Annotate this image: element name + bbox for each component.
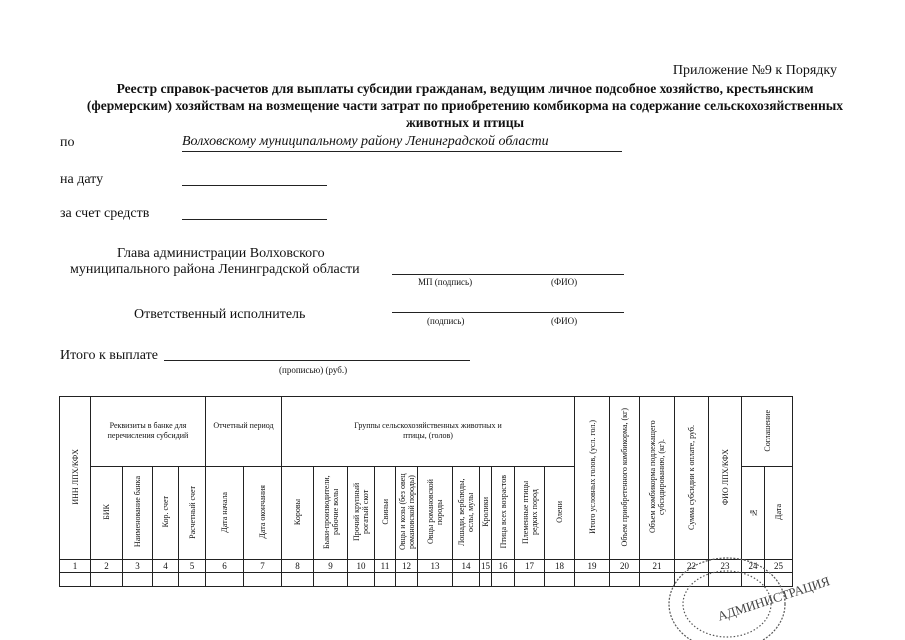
- table-cell: [244, 573, 282, 587]
- table-cell: [123, 573, 153, 587]
- column-number: 10: [348, 560, 375, 573]
- column-number: 5: [179, 560, 206, 573]
- col-header-feed-volume: Объем приобретенного комбикорма, (кг): [610, 397, 640, 560]
- col-header-fio: ФИО ЛПХ/КФХ: [709, 397, 742, 560]
- col-group-period: Отчетный период: [206, 397, 282, 467]
- col-header-agreement-date: Дата: [765, 467, 793, 560]
- executor-signature-line: [392, 312, 624, 313]
- column-number: 11: [375, 560, 396, 573]
- funds-label: за счет средств: [60, 206, 150, 221]
- executor-label: Ответственный исполнитель: [134, 307, 306, 322]
- table-cell: [418, 573, 453, 587]
- column-number: 4: [153, 560, 179, 573]
- appendix-label: Приложение №9 к Порядку: [672, 63, 837, 78]
- column-number: 7: [244, 560, 282, 573]
- funds-field-line: [182, 219, 327, 220]
- col-header-cows: Коровы: [282, 467, 314, 560]
- col-header-bank-name: Наименование банка: [123, 467, 153, 560]
- column-number: 1: [60, 560, 91, 573]
- column-number: 22: [675, 560, 709, 573]
- column-number: 16: [492, 560, 515, 573]
- head-signature-line: [392, 274, 624, 275]
- column-number: 15: [481, 561, 490, 571]
- col-header-corr-account: Кор. счет: [153, 467, 179, 560]
- column-number: 3: [123, 560, 153, 573]
- col-header-bik: БИК: [91, 467, 123, 560]
- district-underline: [182, 151, 622, 152]
- col-header-agreement-no: №: [742, 467, 765, 560]
- seal-text: АДМИНИСТРАЦИЯ: [715, 573, 832, 624]
- col-header-settlement-account: Расчетный счет: [179, 467, 206, 560]
- head-fio-caption: (ФИО): [551, 277, 578, 287]
- column-number: 14: [453, 560, 480, 573]
- table-cell: [396, 573, 418, 587]
- column-number: 17: [515, 560, 545, 573]
- table-cell: [179, 573, 206, 587]
- document-title: Реестр справок-расчетов для выплаты субсидии гражданам, ведущим личное подсобное хозяйство, крестьянским (фермерским) хозяйствам на возмещение части затрат по приобретению комбикорма на содержание сельскохозяйственных животных и птицы: [86, 81, 844, 130]
- table-cell: [282, 573, 314, 587]
- col-header-poultry: Птица всех возрастов: [492, 467, 515, 560]
- col-header-bulls: Быки-производители, рабочие волы: [314, 467, 348, 560]
- table-cell: [480, 573, 492, 587]
- col-header-romanov-sheep: Овцы романовской породы: [418, 467, 453, 560]
- column-number: 21: [640, 560, 675, 573]
- table-cell: [375, 573, 396, 587]
- col-group-agreement: Соглашение: [742, 397, 793, 467]
- table-cell: [91, 573, 123, 587]
- head-label-line1: Глава администрации Волховского: [117, 246, 325, 261]
- col-header-rare-poultry: Племенные птицы редких пород: [515, 467, 545, 560]
- district-value: Волховскому муниципальному району Ленинградской области: [182, 134, 549, 149]
- column-number: 18: [545, 560, 575, 573]
- table-cell: [60, 573, 91, 587]
- table-cell: [206, 573, 244, 587]
- table-cell: [153, 573, 179, 587]
- column-number: 23: [709, 560, 742, 573]
- total-label: Итого к выплате: [60, 348, 158, 363]
- col-header-subsidy-sum: Сумма субсидии к оплате, руб.: [675, 397, 709, 560]
- col-header-horses: Лошади, верблюды, ослы, мулы: [453, 467, 480, 560]
- col-header-other-cattle: Прочий крупный рогатый скот: [348, 467, 375, 560]
- col-header-pigs: Свиньи: [375, 467, 396, 560]
- col-group-bank: Реквизиты в банке для перечисления субсидий: [91, 397, 206, 467]
- col-header-rabbits: Кролики: [480, 467, 492, 560]
- table-cell: [575, 573, 610, 587]
- column-number: 20: [610, 560, 640, 573]
- head-label-line2: муниципального района Ленинградской области: [70, 262, 360, 277]
- col-header-deer: Олени: [545, 467, 575, 560]
- total-caption: (прописью) (руб.): [279, 365, 348, 375]
- date-field-line: [182, 185, 327, 186]
- column-number: 2: [91, 560, 123, 573]
- column-number: 19: [575, 560, 610, 573]
- column-number: 8: [282, 560, 314, 573]
- column-number: 12: [396, 560, 418, 573]
- table-cell: [515, 573, 545, 587]
- po-label: по: [60, 135, 75, 150]
- executor-fio-caption: (ФИО): [551, 316, 578, 326]
- col-header-sheep-goats: Овцы и козы (без овец романовской породы): [396, 467, 418, 560]
- column-number: 13: [418, 560, 453, 573]
- total-field-line: [164, 360, 470, 361]
- table-cell: [348, 573, 375, 587]
- table-cell: [492, 573, 515, 587]
- table-cell: [453, 573, 480, 587]
- seal-stamp: [665, 552, 832, 632]
- table-cell: [545, 573, 575, 587]
- date-label: на дату: [60, 172, 104, 187]
- col-header-inn: ИНН ЛПХ/КФХ: [60, 397, 91, 560]
- head-signature-caption: МП (подпись): [418, 277, 473, 287]
- executor-signature-caption: (подпись): [427, 316, 465, 326]
- col-header-end-date: Дата окончания: [244, 467, 282, 560]
- col-header-start-date: Дата начала: [206, 467, 244, 560]
- table-cell: [314, 573, 348, 587]
- table-cell: [610, 573, 640, 587]
- column-number: 9: [314, 560, 348, 573]
- column-number: 24: [742, 560, 765, 573]
- col-header-feed-subsidized: Объем комбикорма подлежащего субсидированию, (кг).: [640, 397, 675, 560]
- col-group-animals: Группы сельскохозяйственных животных и птицы, (голов): [282, 397, 575, 467]
- column-number: 25: [765, 560, 793, 573]
- col-header-total-heads: Итого условных голов, (усл. гол.): [575, 397, 610, 560]
- column-number: 6: [206, 560, 244, 573]
